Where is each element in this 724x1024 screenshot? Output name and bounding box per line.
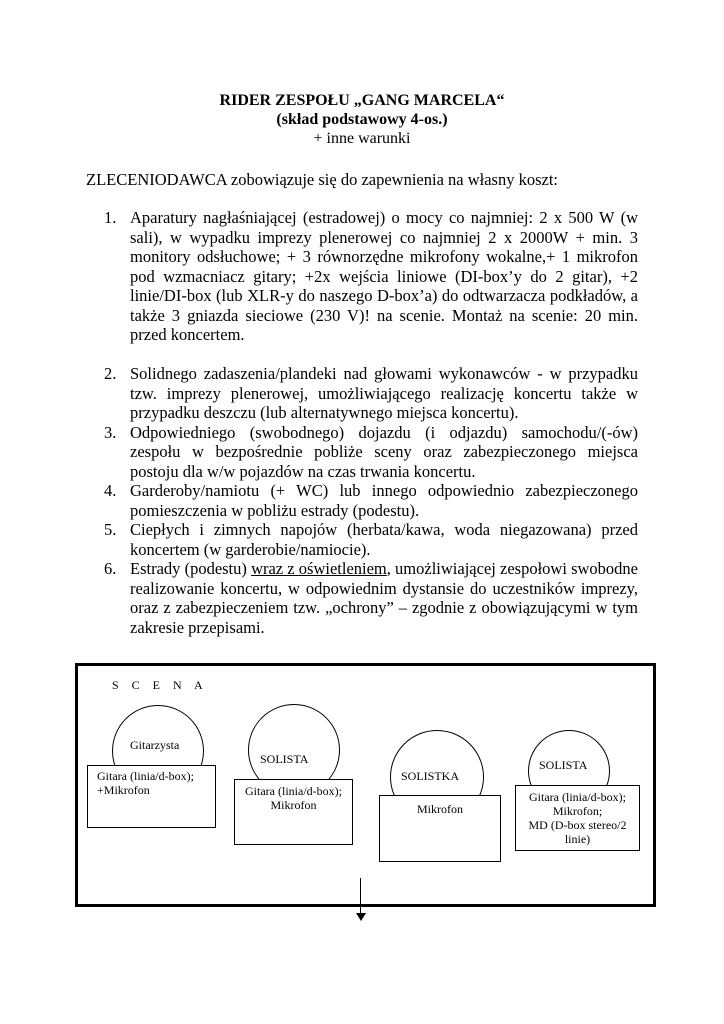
stage-position-role: SOLISTA bbox=[539, 758, 588, 772]
stage-equipment-box bbox=[379, 795, 501, 862]
condition-item bbox=[104, 481, 638, 520]
condition-text-underlined: wraz z oświetleniem bbox=[251, 559, 387, 578]
stage-equipment-box bbox=[515, 785, 640, 851]
stage-position-role: SOLISTA bbox=[260, 752, 309, 766]
stage-equipment-text: Mikrofon bbox=[417, 802, 463, 816]
stage-equipment-text: Gitara (linia/d-box); Mikrofon bbox=[245, 784, 342, 812]
condition-number: 4. bbox=[104, 481, 117, 500]
stage-equipment-box bbox=[234, 779, 353, 845]
document-extra-note: + inne warunki bbox=[313, 130, 411, 147]
condition-item bbox=[104, 423, 638, 482]
condition-item bbox=[104, 364, 638, 423]
condition-number: 5. bbox=[104, 520, 117, 539]
stage-equipment-text: Gitara (linia/d-box); +Mikrofon bbox=[97, 769, 194, 797]
condition-item bbox=[104, 520, 638, 559]
stage-position-role: Gitarzysta bbox=[130, 738, 180, 752]
condition-number: 1. bbox=[104, 208, 117, 227]
condition-text: Estrady (podestu) bbox=[130, 559, 252, 578]
conditions-list-a bbox=[104, 208, 638, 345]
condition-item bbox=[104, 559, 638, 637]
condition-number: 6. bbox=[104, 559, 117, 578]
condition-number: 3. bbox=[104, 422, 117, 442]
audience-direction-arrow-line bbox=[360, 878, 361, 914]
document-subtitle: (skład podstawowy 4-os.) bbox=[276, 111, 448, 128]
condition-number: 2. bbox=[104, 364, 117, 383]
conditions-list-b bbox=[104, 364, 638, 637]
condition-text: Solidnego zadaszenia/plandeki nad głowami wykonawców - w przypadku tzw. imprezy plenerowej, umożliwiającego realizację koncertu także w przypadku deszczu (lub alternatywnego miejsca koncertu). bbox=[130, 364, 638, 422]
condition-item bbox=[104, 208, 638, 345]
down-arrow-icon bbox=[356, 913, 366, 921]
stage-equipment-text: Gitara (linia/d-box); Mikrofon; MD (D-box stereo/2 linie) bbox=[528, 790, 627, 846]
stage-equipment-box bbox=[87, 765, 216, 828]
condition-text: Odpowiedniego (swobodnego) dojazdu (i odjazdu) samochodu/(-ów) zespołu w bezpośrednie pobliże sceny oraz zabezpieczonego miejsca postoju dla w/w pojazdów na czas trwania koncertu. bbox=[130, 422, 638, 481]
condition-text: Garderoby/namiotu (+ WC) lub innego odpowiednio zabezpieczonego pomieszczenia w pobliżu estrady (podestu). bbox=[130, 481, 638, 520]
intro-text: ZLECENIODAWCA zobowiązuje się do zapewnienia na własny koszt: bbox=[86, 170, 559, 189]
stage-label: S C E N A bbox=[112, 678, 208, 692]
document-title: RIDER ZESPOŁU „GANG MARCELA“ bbox=[219, 92, 505, 109]
stage-position-role: SOLISTKA bbox=[401, 769, 460, 783]
condition-text: Aparatury nagłaśniającej (estradowej) o mocy co najmniej: 2 x 500 W (w sali), w wypadku imprezy plenerowej co najmniej 2 x 2000W + min. 3 monitory odsłuchowe; + 3 równorzędne mikrofony wokalne,+ 1 mikrofon pod wzmacniacz gitary; +2x wejścia liniowe (DI-box’y do 2 gitar), +2 linie/DI-box (lub XLR-y do naszego D-box’a) do odtwarzacza podkładów, a także 3 gniazda sieciowe (230 V)! na scenie. Montaż na scenie: 20 min. przed koncertem. bbox=[130, 208, 638, 344]
condition-text: , umożliwiającej zespołowi swobodne realizowanie koncertu, w odpowiednim dystansie do uczestników imprezy, oraz z zabezpieczeniem tzw. „ochrony” – zgodnie z obowiązującymi w tym zakresie przepisami. bbox=[130, 559, 638, 637]
condition-text: Ciepłych i zimnych napojów (herbata/kawa, woda niegazowana) przed koncertem (w garderobie/namiocie). bbox=[130, 520, 638, 559]
